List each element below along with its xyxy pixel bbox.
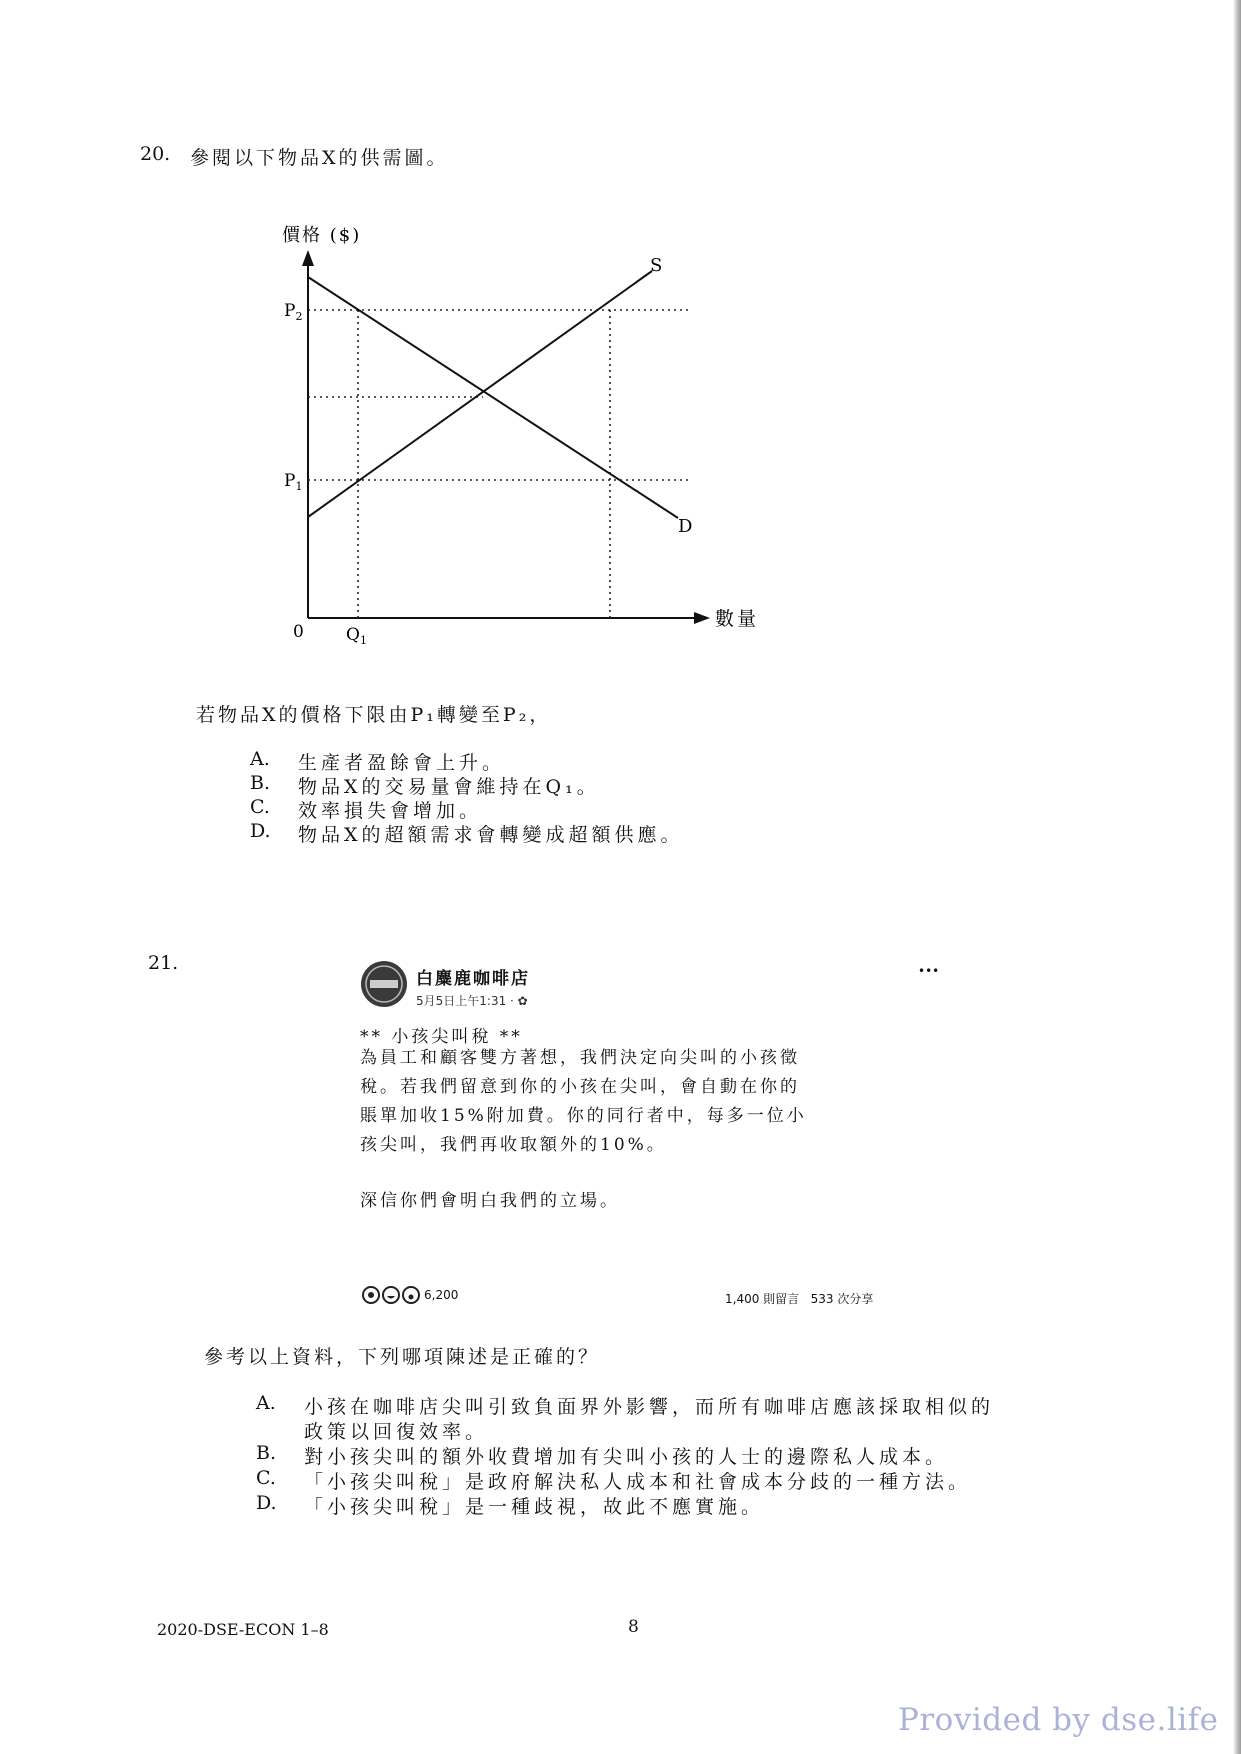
post-headline: ** 小孩尖叫稅 **: [360, 1027, 523, 1047]
post-body-line: 稅。若我們留意到你的小孩在尖叫，會自動在你的: [360, 1077, 800, 1097]
post-closing: 深信你們會明白我們的立場。: [360, 1191, 620, 1211]
demand-label: D: [678, 516, 693, 537]
page-name[interactable]: 白麋鹿咖啡店: [416, 969, 530, 989]
y-axis-arrow: [302, 250, 314, 266]
post-body-line: 孩尖叫，我們再收取額外的10%。: [360, 1135, 667, 1155]
supply-curve: [308, 271, 652, 517]
watermark-link[interactable]: Provided by dse.life: [898, 1702, 1219, 1738]
p2-label: $P_2$: [284, 301, 303, 323]
question-21-number: 21.: [148, 952, 179, 974]
p1-label: $P_1$: [284, 471, 303, 493]
page-number: 8: [628, 1617, 639, 1637]
reaction-count: 6,200: [424, 1288, 459, 1302]
post-meta: 5月5日上午1:31 · ✿: [416, 994, 528, 1008]
question-20-number: 20.: [140, 143, 171, 165]
page-avatar[interactable]: [360, 960, 408, 1008]
supply-label: S: [650, 255, 663, 276]
wow-icon: [402, 1286, 420, 1304]
x-axis-arrow: [694, 612, 710, 624]
question-21-stem: 參考以上資料，下列哪項陳述是正確的？: [204, 1346, 601, 1368]
engagement-stats: 1,400 則留言 533 次分享: [725, 1292, 874, 1306]
reactions[interactable]: [362, 1286, 458, 1304]
question-20-prompt: 參閱以下物品X的供需圖。: [190, 147, 449, 169]
post-body-line: 賬單加收15%附加費。你的同行者中，每多一位小: [360, 1106, 807, 1126]
guide-lines: [308, 310, 692, 618]
like-icon: [362, 1286, 380, 1304]
q1-label: $Q_1$: [346, 625, 367, 647]
post-body: [360, 1044, 807, 1160]
haha-icon: [382, 1286, 400, 1304]
question-20-stem: 若物品X的價格下限由P₁轉變至P₂，: [196, 704, 552, 726]
post-body-line: 為員工和顧客雙方著想，我們決定向尖叫的小孩徵: [360, 1048, 800, 1068]
origin-label: 0: [293, 622, 304, 642]
paper-code: 2020-DSE-ECON 1–8: [157, 1620, 329, 1639]
x-axis-label: 數量: [715, 608, 760, 630]
more-options-icon[interactable]: •••: [918, 964, 940, 978]
supply-demand-chart: [0, 0, 1241, 700]
y-axis-label: 價格 ($): [282, 225, 362, 246]
